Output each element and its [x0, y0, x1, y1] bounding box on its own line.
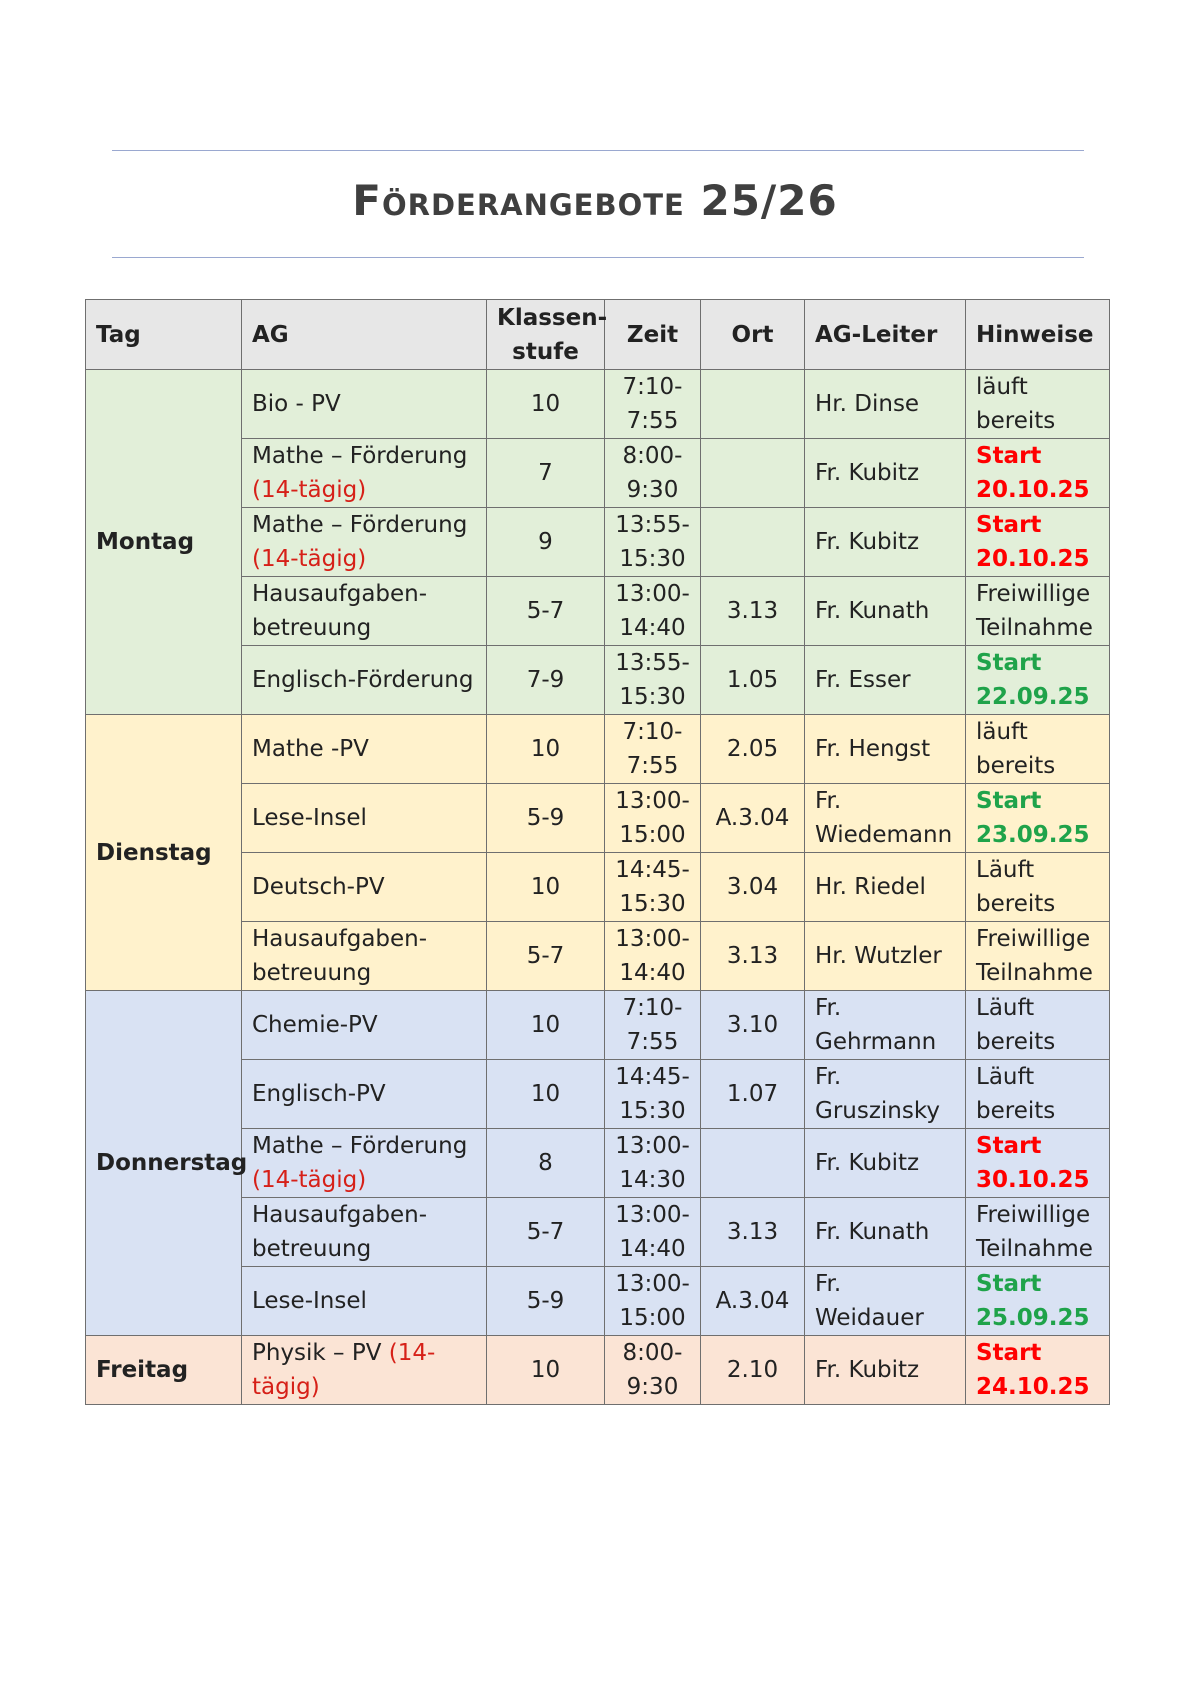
hinweis-cell: Start 23.09.25: [966, 784, 1110, 853]
hinweis-cell: läuft bereits: [966, 370, 1110, 439]
zeit-cell: 8:00-9:30: [605, 1336, 701, 1405]
ort-cell: [701, 439, 805, 508]
ort-cell: 3.04: [701, 853, 805, 922]
klassenstufe-cell: 7: [487, 439, 605, 508]
ag-cell: [242, 991, 487, 1060]
day-cell: Freitag: [86, 1336, 242, 1405]
ag-frequency-note: (14-tägig): [252, 546, 367, 572]
ag-cell: [242, 853, 487, 922]
page-title: Förderangebote 25/26: [352, 176, 838, 225]
ort-cell: 2.05: [701, 715, 805, 784]
ag-name: Mathe – Förderung: [252, 512, 468, 538]
title-rule-bottom: [112, 257, 1084, 258]
ag-cell: [242, 715, 487, 784]
hinweis-cell: Start 24.10.25: [966, 1336, 1110, 1405]
ort-cell: [701, 1129, 805, 1198]
ag-name: Chemie-PV: [252, 1012, 378, 1038]
ag-cell: [242, 1060, 487, 1129]
header-ag-leiter: AG-Leiter: [805, 300, 966, 370]
ag-name: Bio - PV: [252, 391, 341, 417]
klassenstufe-cell: 10: [487, 853, 605, 922]
zeit-cell: 13:00-14:30: [605, 1129, 701, 1198]
ag-frequency-note: (14-tägig): [252, 1340, 436, 1400]
ag-cell: [242, 922, 487, 991]
ort-cell: [701, 508, 805, 577]
ag-name: Physik – PV: [252, 1340, 382, 1366]
hinweis-cell: Läuft bereits: [966, 853, 1110, 922]
zeit-cell: 14:45-15:30: [605, 853, 701, 922]
zeit-cell: 13:00-14:40: [605, 922, 701, 991]
header-ag: AG: [242, 300, 487, 370]
ag-name: Mathe – Förderung: [252, 1133, 468, 1159]
ort-cell: 3.10: [701, 991, 805, 1060]
table-row: [86, 991, 1110, 1060]
ag-name: Hausaufgaben-betreuung: [252, 1202, 428, 1262]
ort-cell: A.3.04: [701, 1267, 805, 1336]
klassenstufe-cell: 9: [487, 508, 605, 577]
hinweis-cell: Freiwillige Teilnahme: [966, 577, 1110, 646]
ag-name: Mathe – Förderung: [252, 443, 468, 469]
ag-leiter-cell: Fr. Weidauer: [805, 1267, 966, 1336]
ort-cell: 2.10: [701, 1336, 805, 1405]
header-klassenstufe: Klassen-stufe: [487, 300, 605, 370]
ag-leiter-cell: Fr. Gruszinsky: [805, 1060, 966, 1129]
zeit-cell: 7:10-7:55: [605, 715, 701, 784]
table-header-row: [86, 300, 1110, 370]
ag-leiter-cell: Hr. Dinse: [805, 370, 966, 439]
ort-cell: 1.07: [701, 1060, 805, 1129]
ag-name: Hausaufgaben-betreuung: [252, 581, 428, 641]
day-cell: Donnerstag: [86, 991, 242, 1336]
zeit-cell: 13:55-15:30: [605, 646, 701, 715]
ort-cell: 3.13: [701, 1198, 805, 1267]
ort-cell: [701, 370, 805, 439]
ag-cell: [242, 1336, 487, 1405]
ag-name: Lese-Insel: [252, 805, 367, 831]
ag-cell: [242, 1198, 487, 1267]
klassenstufe-cell: 10: [487, 991, 605, 1060]
table-row: [86, 715, 1110, 784]
hinweis-cell: Start 30.10.25: [966, 1129, 1110, 1198]
ag-leiter-cell: Fr. Esser: [805, 646, 966, 715]
zeit-cell: 14:45-15:30: [605, 1060, 701, 1129]
hinweis-cell: Läuft bereits: [966, 1060, 1110, 1129]
hinweis-cell: Läuft bereits: [966, 991, 1110, 1060]
day-cell: Dienstag: [86, 715, 242, 991]
ag-cell: [242, 784, 487, 853]
hinweis-cell: läuft bereits: [966, 715, 1110, 784]
ag-name: Englisch-PV: [252, 1081, 386, 1107]
ag-leiter-cell: Fr. Wiedemann: [805, 784, 966, 853]
klassenstufe-cell: 5-7: [487, 922, 605, 991]
ag-leiter-cell: Fr. Kubitz: [805, 439, 966, 508]
zeit-cell: 13:00-15:00: [605, 784, 701, 853]
header-tag: Tag: [86, 300, 242, 370]
ag-name: Mathe -PV: [252, 736, 369, 762]
ag-leiter-cell: Fr. Kunath: [805, 577, 966, 646]
ag-name: Lese-Insel: [252, 1288, 367, 1314]
table-row: [86, 370, 1110, 439]
day-cell: Montag: [86, 370, 242, 715]
klassenstufe-cell: 10: [487, 1336, 605, 1405]
klassenstufe-cell: 5-9: [487, 784, 605, 853]
ag-leiter-cell: Fr. Kubitz: [805, 1129, 966, 1198]
klassenstufe-cell: 5-7: [487, 1198, 605, 1267]
ag-name: Hausaufgaben-betreuung: [252, 926, 428, 986]
ag-leiter-cell: Fr. Hengst: [805, 715, 966, 784]
hinweis-cell: Freiwillige Teilnahme: [966, 1198, 1110, 1267]
ag-name: Deutsch-PV: [252, 874, 385, 900]
ort-cell: 3.13: [701, 577, 805, 646]
hinweis-cell: Start 25.09.25: [966, 1267, 1110, 1336]
ag-leiter-cell: Hr. Wutzler: [805, 922, 966, 991]
zeit-cell: 13:00-15:00: [605, 1267, 701, 1336]
zeit-cell: 8:00-9:30: [605, 439, 701, 508]
klassenstufe-cell: 10: [487, 715, 605, 784]
title-rule-top: [112, 150, 1084, 151]
ag-cell: [242, 1129, 487, 1198]
ag-name: Englisch-Förderung: [252, 667, 474, 693]
ag-cell: [242, 439, 487, 508]
zeit-cell: 7:10-7:55: [605, 370, 701, 439]
table-row: [86, 1336, 1110, 1405]
ag-cell: [242, 508, 487, 577]
ag-leiter-cell: Hr. Riedel: [805, 853, 966, 922]
ag-frequency-note: (14-tägig): [252, 477, 367, 503]
klassenstufe-cell: 8: [487, 1129, 605, 1198]
table-body: [86, 370, 1110, 1405]
ort-cell: A.3.04: [701, 784, 805, 853]
ort-cell: 3.13: [701, 922, 805, 991]
hinweis-cell: Start 22.09.25: [966, 646, 1110, 715]
ag-cell: [242, 370, 487, 439]
hinweis-cell: Start 20.10.25: [966, 439, 1110, 508]
zeit-cell: 13:55-15:30: [605, 508, 701, 577]
klassenstufe-cell: 10: [487, 1060, 605, 1129]
zeit-cell: 13:00-14:40: [605, 577, 701, 646]
ag-leiter-cell: Fr. Gehrmann: [805, 991, 966, 1060]
header-zeit: Zeit: [605, 300, 701, 370]
schedule-table: [85, 299, 1110, 1405]
ag-leiter-cell: Fr. Kunath: [805, 1198, 966, 1267]
klassenstufe-cell: 7-9: [487, 646, 605, 715]
klassenstufe-cell: 10: [487, 370, 605, 439]
header-ort: Ort: [701, 300, 805, 370]
ag-leiter-cell: Fr. Kubitz: [805, 1336, 966, 1405]
klassenstufe-cell: 5-9: [487, 1267, 605, 1336]
klassenstufe-cell: 5-7: [487, 577, 605, 646]
zeit-cell: 7:10-7:55: [605, 991, 701, 1060]
ag-frequency-note: (14-tägig): [252, 1167, 367, 1193]
ag-cell: [242, 1267, 487, 1336]
ag-cell: [242, 646, 487, 715]
ort-cell: 1.05: [701, 646, 805, 715]
hinweis-cell: Freiwillige Teilnahme: [966, 922, 1110, 991]
hinweis-cell: Start 20.10.25: [966, 508, 1110, 577]
ag-leiter-cell: Fr. Kubitz: [805, 508, 966, 577]
ag-cell: [242, 577, 487, 646]
zeit-cell: 13:00-14:40: [605, 1198, 701, 1267]
header-hinweise: Hinweise: [966, 300, 1110, 370]
